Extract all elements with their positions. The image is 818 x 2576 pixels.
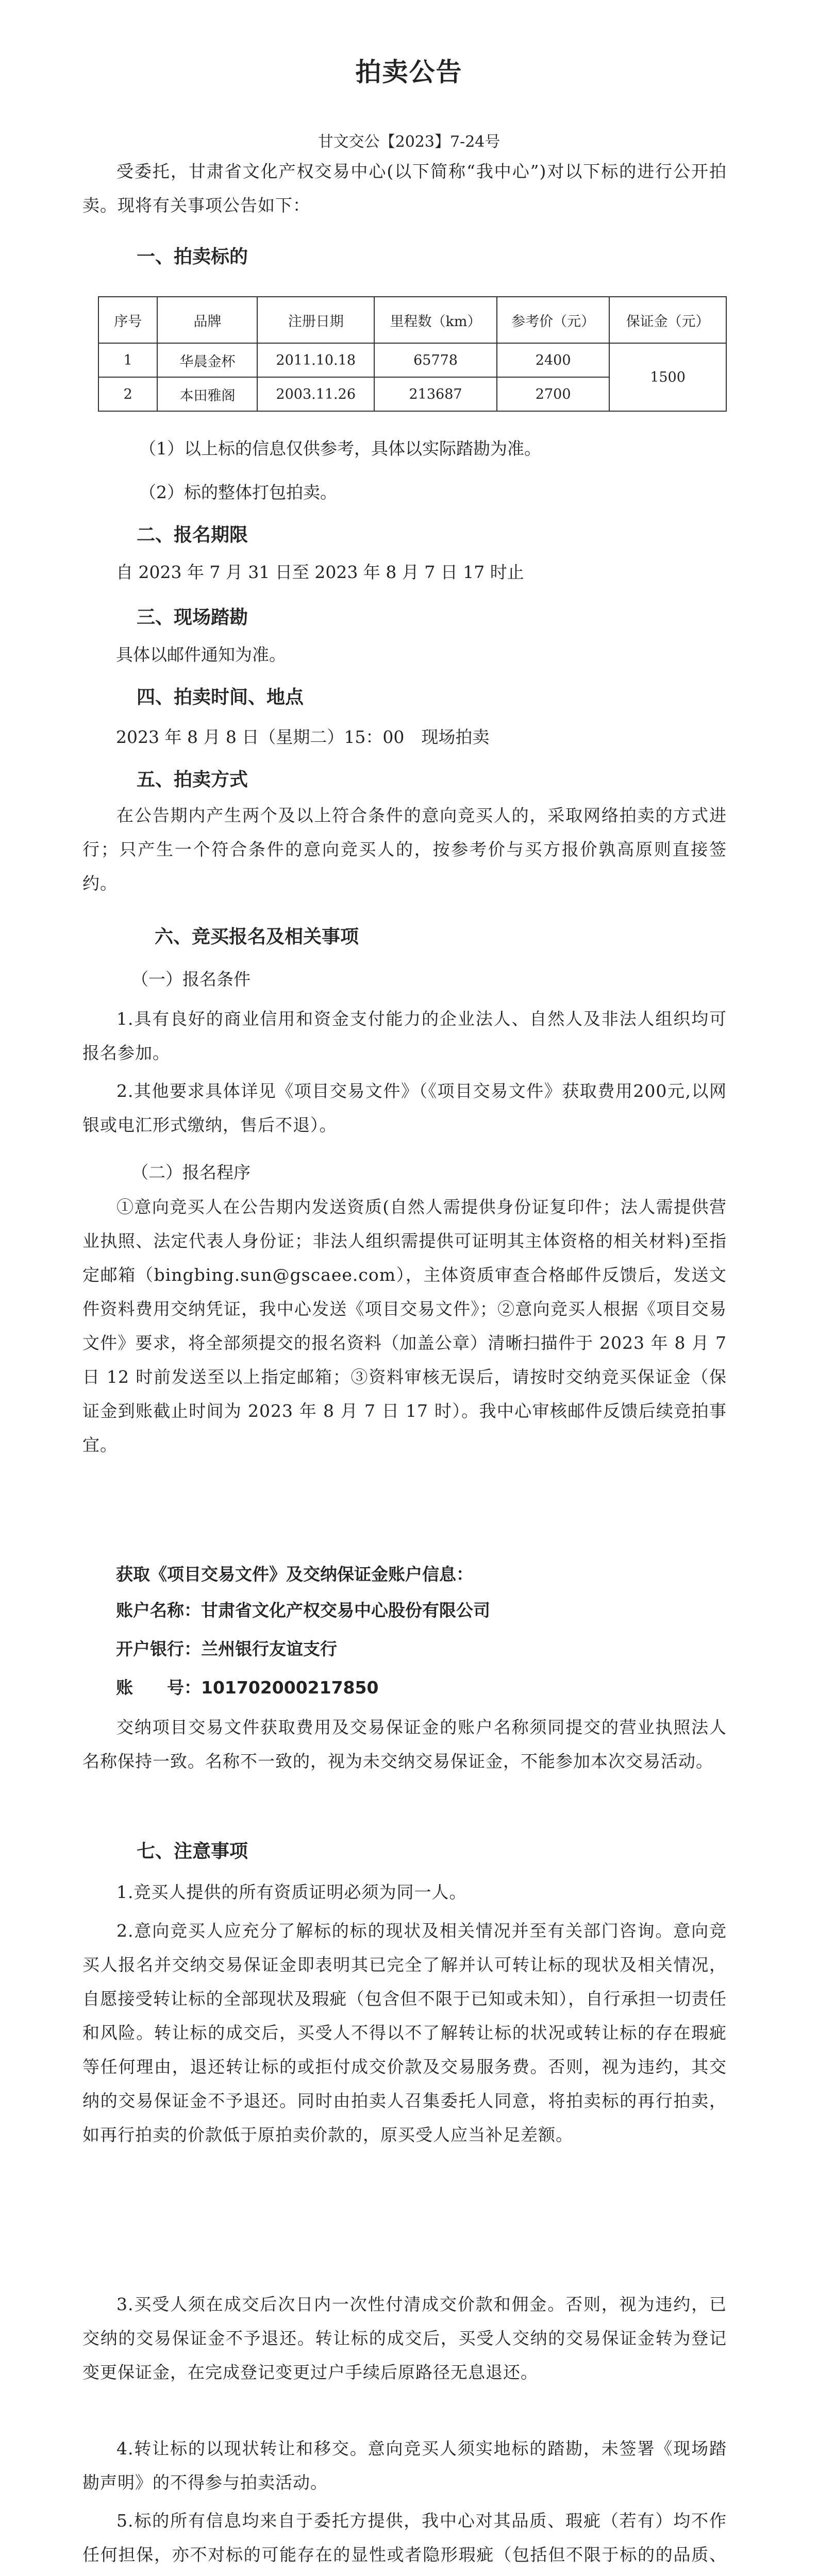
account-bank: 开户银行：兰州银行友谊支行: [116, 1639, 337, 1659]
registration-period: 自 2023 年 7 月 31 日至 2023 年 8 月 7 日 17 时止: [116, 562, 524, 582]
section-heading-notes: 七、注意事项: [137, 1841, 248, 1862]
table-cell: 华晨金杯: [157, 343, 257, 377]
table-cell: 2: [98, 377, 157, 411]
inspection-text: 具体以邮件通知为准。: [116, 645, 286, 665]
subheading-conditions: （一）报名条件: [131, 969, 251, 989]
section-heading-method: 五、拍卖方式: [137, 769, 248, 790]
section-heading-lots: 一、拍卖标的: [137, 246, 248, 267]
note-item: 2.意向竞买人应充分了解标的标的现状及相关情况并至有关部门咨询。意向竞买人报名并交纳交易保证金即表明其已完全了解并认可转让标的现状及相关情况，自愿接受转让标的全部现状及瑕疵（包含但不限于已知或未知），自行承担一切责任和风险。转让标的成交后，买受人不得以不了解转让标的状况或转让标的存在瑕疵等任何理由，退还转让标的或拒付成交价款及交易服务费。否则，视为违约，其交纳的交易保证金不予退还。同时由拍卖人召集委托人同意，将拍卖标的再行拍卖，如再行拍卖的价款低于原拍卖价款的，原买受人应当补足差额。: [82, 1921, 727, 2145]
table-cell: 本田雅阁: [157, 377, 257, 411]
section-heading-bidding: 六、竞买报名及相关事项: [155, 926, 359, 947]
deposit-cell: 1500: [609, 343, 726, 411]
subheading-procedure: （二）报名程序: [131, 1162, 251, 1182]
section-heading-inspection: 三、现场踏勘: [137, 607, 248, 628]
auction-time-place: 2023 年 8 月 8 日（星期二）15：00 现场拍卖: [116, 727, 490, 747]
account-note: 交纳项目交易文件获取费用及交易保证金的账户名称须同提交的营业执照法人名称保持一致。名称不一致的，视为未交纳交易保证金，不能参加本次交易活动。: [82, 1717, 727, 1771]
procedure-paragraph: ①意向竞买人在公告期内发送资质(自然人需提供身份证复印件；法人需提供营业执照、法定代表人身份证；非法人组织需提供可证明其主体资格的相关材料)至指定邮箱（bingbing.sun@gscaee.com），主体资质审查合格邮件反馈后，发送文件资料费用交纳凭证，我中心发送《项目交易文件》；②意向竞买人根据《项目交易文件》要求，将全部须提交的报名资料（加盖公章）清晰扫描件于 2023 年 8 月 7 日 12 时前发送至以上指定邮箱；③资料审核无误后，请按时交纳竞买保证金（保证金到账截止时间为 2023 年 8 月 7 日 17 时）。我中心审核邮件反馈后续竞拍事宜。: [82, 1197, 727, 1455]
table-cell: 1: [98, 343, 157, 377]
document-number: 甘文交公【2023】7-24号: [318, 133, 500, 151]
column-header: 序号: [98, 297, 157, 343]
column-header: 参考价（元）: [497, 297, 609, 343]
note-item: 1.竞买人提供的所有资质证明必须为同一人。: [116, 1882, 467, 1902]
table-cell: 65778: [374, 343, 497, 377]
column-header: 注册日期: [257, 297, 374, 343]
note-item: 4.转让标的以现状转让和移交。意向竞买人须实地标的踏勘，未签署《现场踏勘声明》的不得参与拍卖活动。: [82, 2438, 727, 2493]
note-item: 5.标的所有信息均来自于委托方提供，我中心对其品质、瑕疵（若有）均不作任何担保，亦不对标的可能存在的显性或者隐形瑕疵（包括但不限于标的的品质、: [82, 2511, 727, 2565]
section-heading-registration: 二、报名期限: [137, 524, 248, 546]
table-row: [98, 343, 726, 377]
intro-paragraph: 受委托，甘肃省文化产权交易中心(以下简称“我中心”)对以下标的进行公开拍卖。现将有关事项公告如下：: [82, 161, 727, 215]
table-cell: 2700: [497, 377, 609, 411]
account-info-title: 获取《项目交易文件》及交纳保证金账户信息：: [116, 1564, 473, 1584]
note-item: 3.买受人须在成交后次日内一次性付清成交价款和佣金。否则，视为违约，已交纳的交易保证金不予退还。转让标的成交后，买受人交纳的交易保证金转为登记变更保证金，在完成登记变更过户手续后原路径无息退还。: [82, 2294, 727, 2382]
table-header-row: [98, 297, 726, 343]
table-cell: 213687: [374, 377, 497, 411]
table-cell: 2400: [497, 343, 609, 377]
account-name: 账户名称：甘肃省文化产权交易中心股份有限公司: [116, 1600, 490, 1620]
method-paragraph: 在公告期内产生两个及以上符合条件的意向竞买人的，采取网络拍卖的方式进行；只产生一个符合条件的意向竞买人的，按参考价与买方报价孰高原则直接签约。: [82, 805, 727, 893]
page-title: 拍卖公告: [355, 57, 463, 87]
column-header: 保证金（元）: [609, 297, 726, 343]
lots-table: [98, 296, 727, 412]
lot-note-1: （1）以上标的信息仅供参考，具体以实际踏勘为准。: [139, 438, 541, 459]
condition-1: 1.具有良好的商业信用和资金支付能力的企业法人、自然人及非法人组织均可报名参加。: [82, 1009, 727, 1063]
table-cell: 2011.10.18: [257, 343, 374, 377]
lot-note-2: （2）标的整体打包拍卖。: [139, 482, 337, 502]
column-header: 里程数（km）: [374, 297, 497, 343]
condition-2: 2.其他要求具体详见《项目交易文件》（《项目交易文件》获取费用200元,以网银或电汇形式缴纳，售后不退）。: [82, 1081, 727, 1135]
section-heading-time-place: 四、拍卖时间、地点: [137, 687, 304, 708]
table-cell: 2003.11.26: [257, 377, 374, 411]
column-header: 品牌: [157, 297, 257, 343]
account-number: 账 号：101702000217850: [116, 1677, 379, 1698]
